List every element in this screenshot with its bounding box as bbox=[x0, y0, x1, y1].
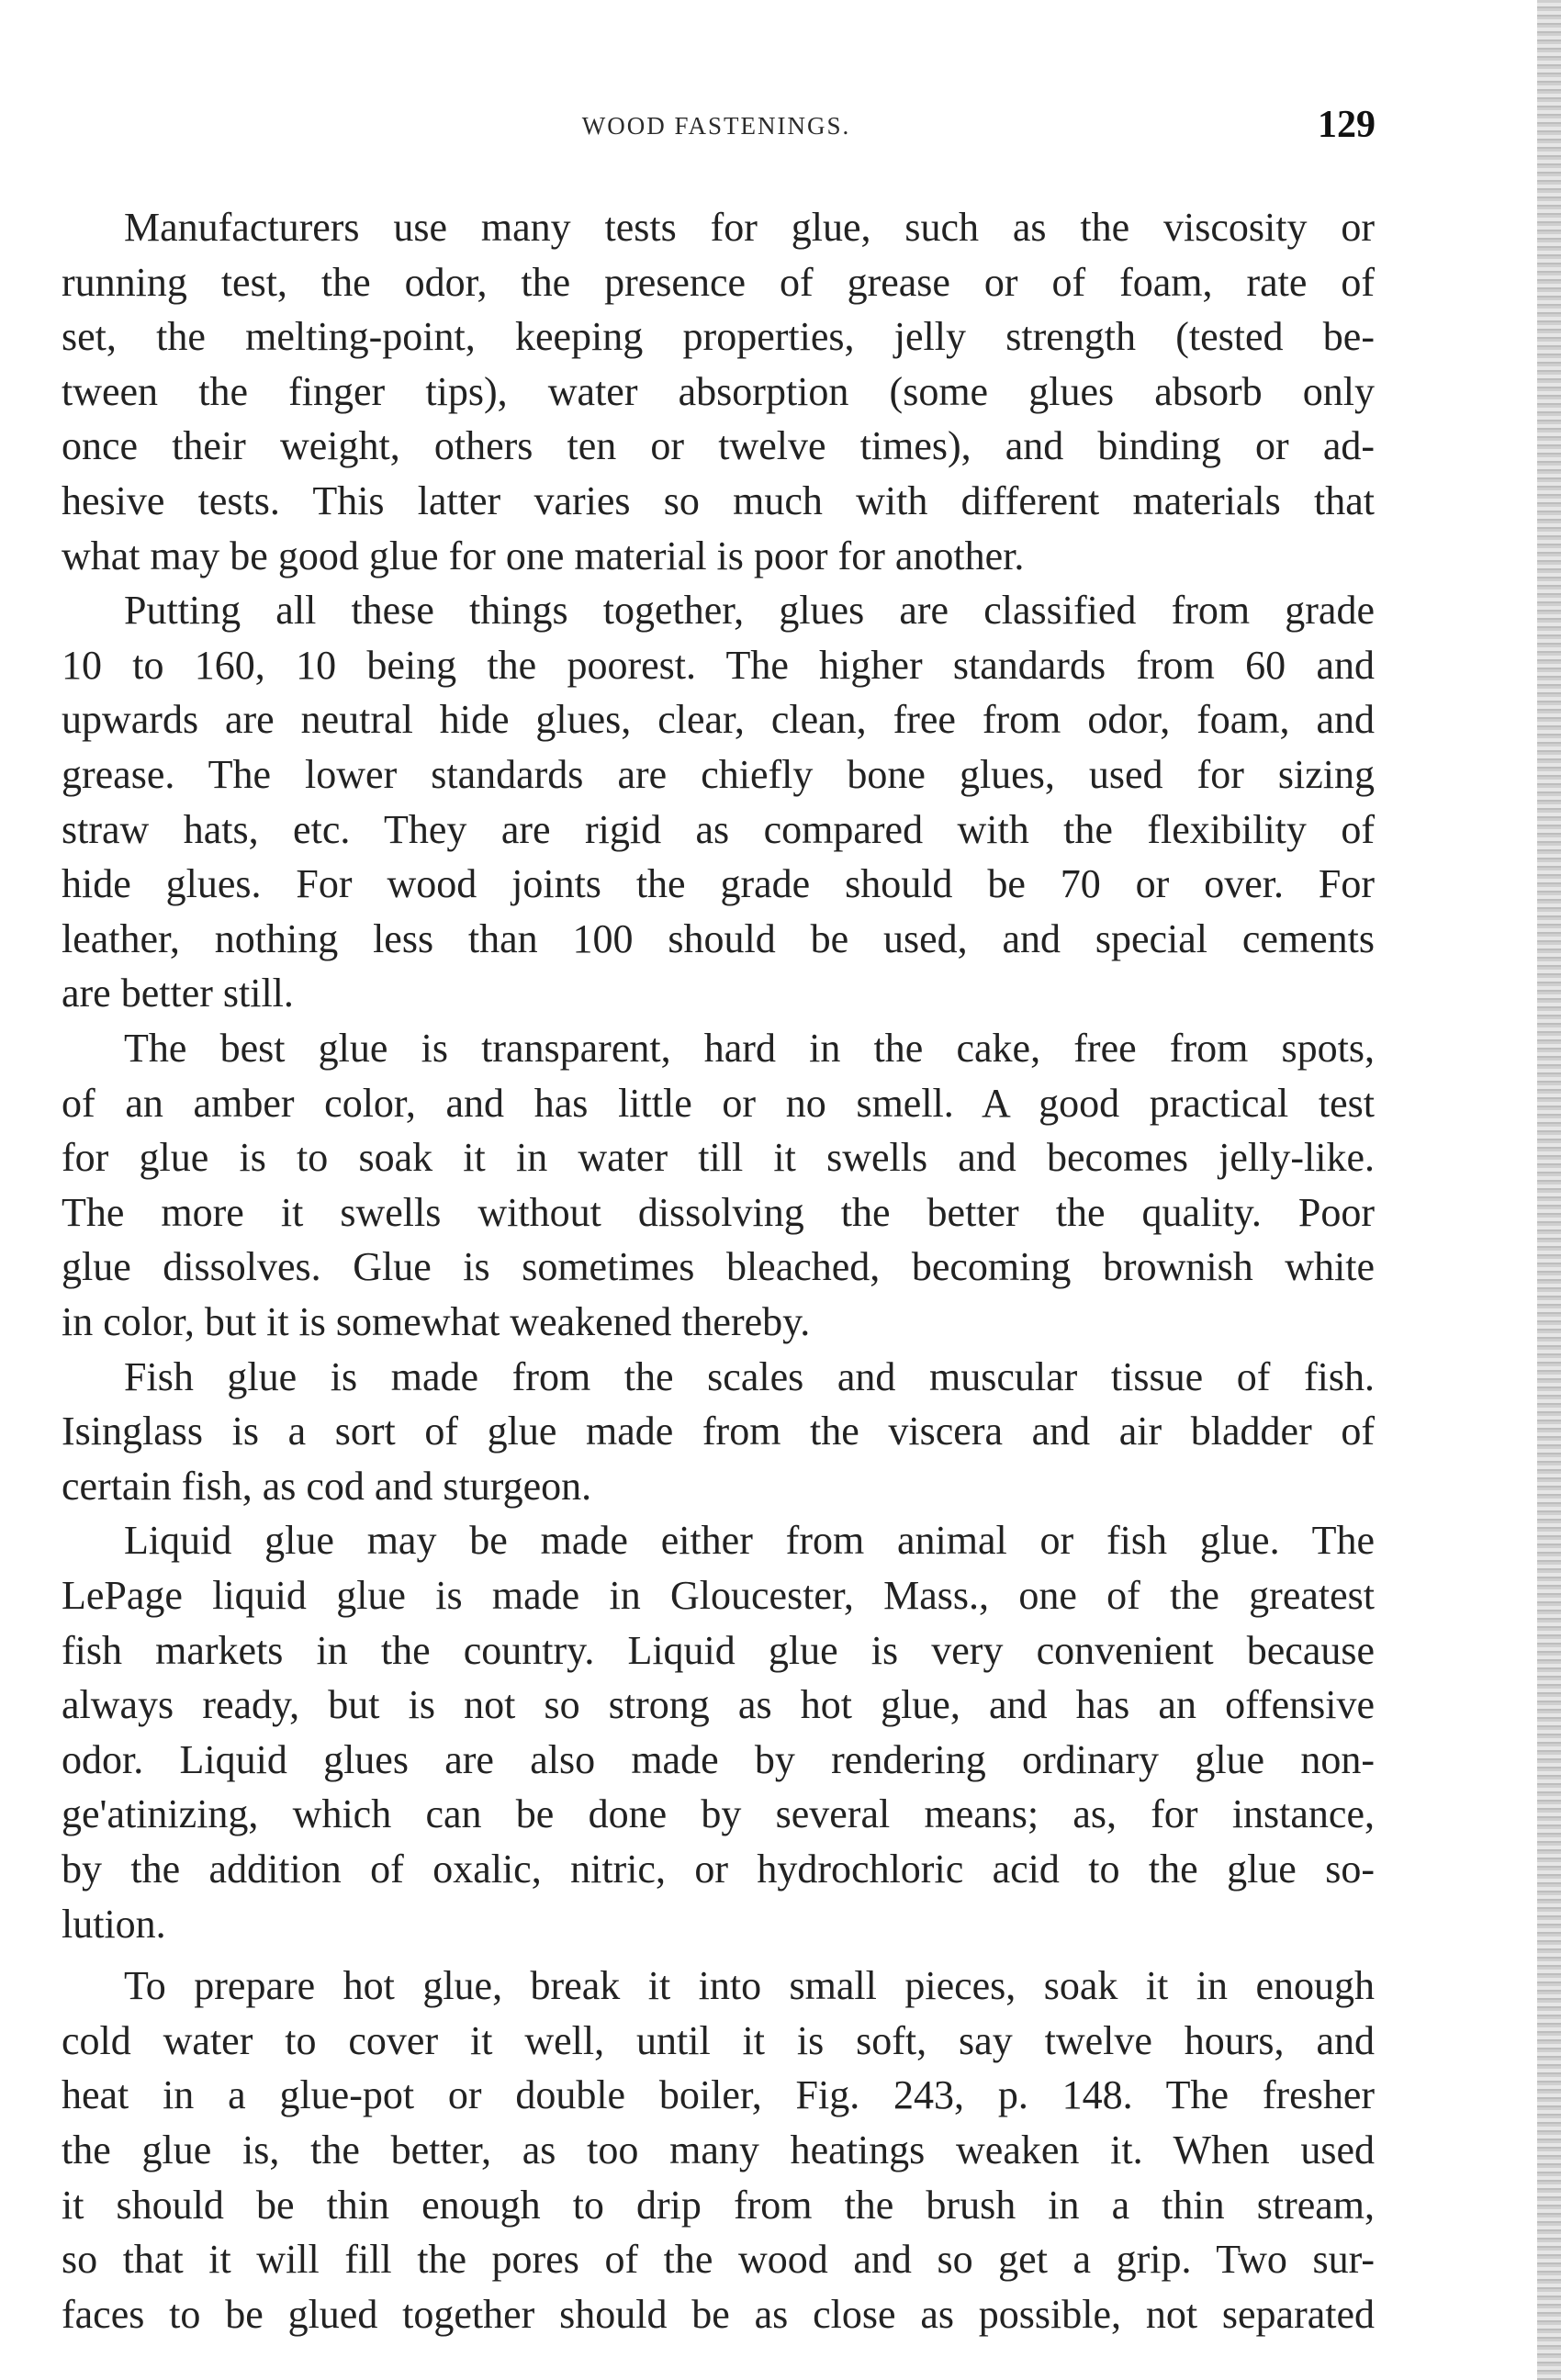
text-line: cold water to cover it well, until it is soft, say twelve hours, and bbox=[62, 2017, 1375, 2063]
running-head: WOOD FASTENINGS. bbox=[581, 112, 851, 140]
text-line: Fish glue is made from the scales and muscular tissue of fish. bbox=[124, 1353, 1375, 1399]
text-line: The best glue is transparent, hard in the cake, free from spots, bbox=[124, 1026, 1375, 1071]
text-line: leather, nothing less than 100 should be used, and special cements bbox=[62, 915, 1375, 961]
text-line: hide glues. For wood joints the grade should be 70 or over. For bbox=[62, 861, 1375, 907]
text-line: hesive tests. This latter varies so much with different materials that bbox=[62, 478, 1375, 523]
page-edge bbox=[1537, 0, 1561, 2380]
text-line: lution. bbox=[62, 1901, 166, 1947]
text-line: heat in a glue-pot or double boiler, Fig. 243, p. 148. The fresher bbox=[62, 2072, 1375, 2118]
text-line: are better still. bbox=[62, 971, 294, 1016]
text-line: set, the melting-point, keeping properties, jelly strength (tested be- bbox=[62, 314, 1375, 360]
text-line: glue dissolves. Glue is sometimes bleached, becoming brownish white bbox=[62, 1244, 1375, 1290]
text-line: Liquid glue may be made either from animal or fish glue. The bbox=[124, 1518, 1375, 1564]
text-line: LePage liquid glue is made in Gloucester, Mass., one of the greatest bbox=[62, 1573, 1375, 1618]
text-line: tween the finger tips), water absorption (some glues absorb only bbox=[62, 368, 1375, 414]
text-line: fish markets in the country. Liquid glue is very convenient because bbox=[62, 1627, 1375, 1673]
text-line: of an amber color, and has little or no smell. A good practical test bbox=[62, 1080, 1375, 1126]
text-line: it should be thin enough to drip from the brush in a thin stream, bbox=[62, 2182, 1375, 2228]
text-line: To prepare hot glue, break it into small pieces, soak it in enough bbox=[124, 1963, 1375, 2009]
text-line: grease. The lower standards are chiefly bone glues, used for sizing bbox=[62, 752, 1375, 797]
text-line: certain fish, as cod and sturgeon. bbox=[62, 1463, 592, 1509]
text-line: so that it will fill the pores of the wood and so get a grip. Two sur- bbox=[62, 2237, 1375, 2283]
text-line: odor. Liquid glues are also made by rendering ordinary glue non- bbox=[62, 1736, 1375, 1782]
text-line: for glue is to soak it in water till it swells and becomes jelly-like. bbox=[62, 1135, 1375, 1181]
text-line: once their weight, others ten or twelve times), and binding or ad- bbox=[62, 423, 1375, 469]
text-line: in color, but it is somewhat weakened thereby. bbox=[62, 1299, 811, 1344]
text-line: Putting all these things together, glues are classified from grade bbox=[124, 588, 1375, 634]
text-line: 10 to 160, 10 being the poorest. The higher standards from 60 and bbox=[62, 642, 1375, 688]
text-line: running test, the odor, the presence of grease or of foam, rate of bbox=[62, 259, 1375, 305]
text-line: Isinglass is a sort of glue made from the viscera and air bladder of bbox=[62, 1409, 1375, 1454]
text-line: always ready, but is not so strong as hot glue, and has an offensive bbox=[62, 1682, 1375, 1728]
text-line: The more it swells without dissolving the better the quality. Poor bbox=[62, 1189, 1375, 1235]
text-line: by the addition of oxalic, nitric, or hydrochloric acid to the glue so- bbox=[62, 1847, 1375, 1892]
text-line: straw hats, etc. They are rigid as compared with the flexibility of bbox=[62, 806, 1375, 852]
text-line: ge'atinizing, which can be done by several means; as, for instance, bbox=[62, 1791, 1375, 1837]
text-line: faces to be glued together should be as close as possible, not separated bbox=[62, 2291, 1375, 2337]
page-number: 129 bbox=[1318, 104, 1376, 146]
text-line: upwards are neutral hide glues, clear, clean, free from odor, foam, and bbox=[62, 697, 1375, 743]
text-line: the glue is, the better, as too many heatings weaken it. When used bbox=[62, 2127, 1375, 2172]
text-line: Manufacturers use many tests for glue, such as the viscosity or bbox=[124, 205, 1375, 250]
text-line: what may be good glue for one material is poor for another. bbox=[62, 533, 1025, 578]
